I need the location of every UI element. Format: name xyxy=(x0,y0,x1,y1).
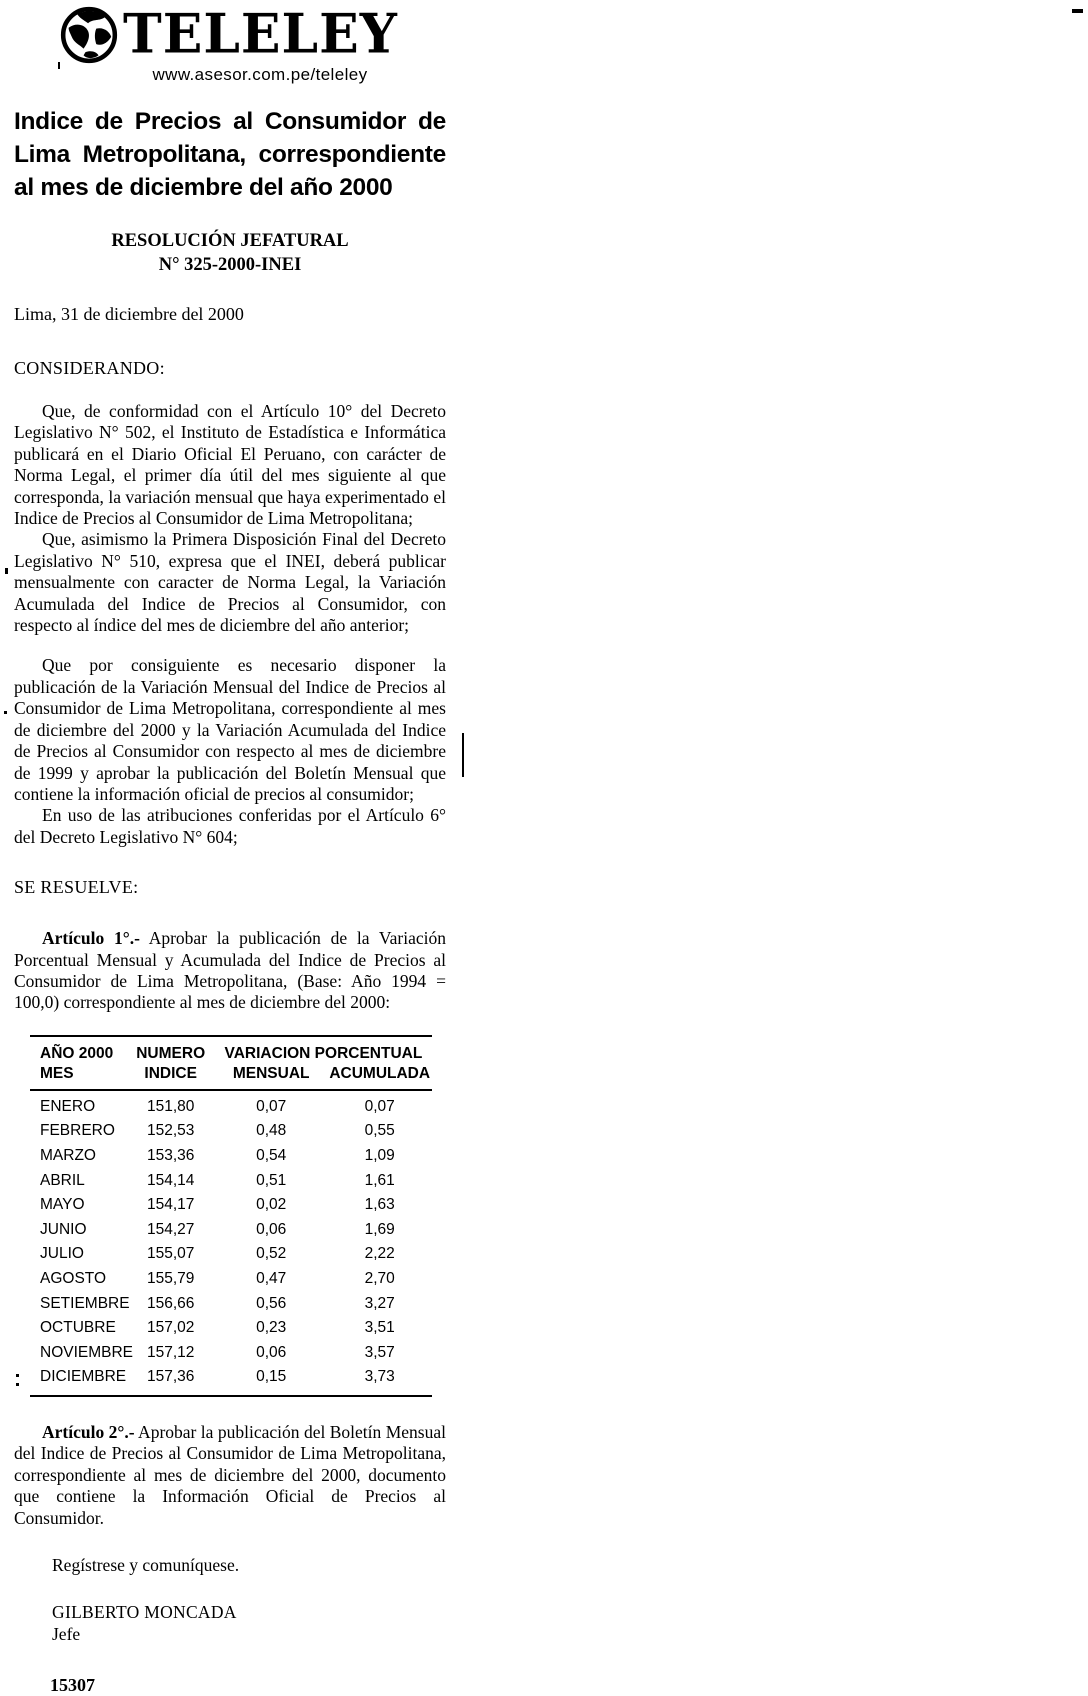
cell-mes: SETIEMBRE xyxy=(40,1294,130,1312)
document-title xyxy=(14,105,446,204)
resolution-number: N° 325-2000-INEI xyxy=(158,255,302,275)
header-numero: NUMERO xyxy=(136,1044,206,1062)
cell-mensual: 0,48 xyxy=(256,1122,287,1140)
cell-mes: DICIEMBRE xyxy=(40,1368,127,1386)
cell-indice: 157,36 xyxy=(146,1368,195,1386)
resolution-heading-line1: RESOLUCIÓN JEFATURAL xyxy=(111,231,349,251)
cell-mensual: 0,07 xyxy=(256,1097,287,1115)
cell-indice: 157,12 xyxy=(146,1343,195,1361)
document-title-line: al mes de diciembre del año 2000 xyxy=(14,174,393,201)
cell-indice: 157,02 xyxy=(146,1319,195,1337)
cell-indice: 151,80 xyxy=(146,1097,195,1115)
article-2-text: Aprobar la publicación del Boletín Mensual del Indice de Precios al Consumidor de Lima Metropolitana, correspondiente al mes de diciembre del 2000, documento que contiene la Información Oficial de Precios al Consumidor. xyxy=(14,1421,446,1528)
cell-mensual: 0,52 xyxy=(256,1245,287,1263)
table-row xyxy=(30,1218,432,1243)
cell-mensual: 0,23 xyxy=(256,1319,287,1337)
table-row xyxy=(30,1242,432,1267)
cell-mensual: 0,56 xyxy=(256,1294,287,1312)
header-mensual: MENSUAL xyxy=(232,1064,310,1082)
cell-mensual: 0,15 xyxy=(256,1368,287,1386)
article-1 xyxy=(14,928,446,1014)
paragraph: Que por consiguiente es necesario disponer la publicación de la Variación Mensual del Indice de Precios al Consumidor de Lima Metropolitana, correspondiente al mes de diciembre del 2000 y la Variación Acumulada del Indice de Precios al Consumidor con respecto al mes de diciembre de 1999 y aprobar la publicación del Boletín Mensual que contiene la información oficial de precios al consumidor; xyxy=(14,655,446,804)
paragraph: En uso de las atribuciones conferidas por el Artículo 6° del Decreto Legislativo N° 604; xyxy=(14,805,446,847)
cell-mensual: 0,54 xyxy=(256,1146,287,1164)
cell-mes: MARZO xyxy=(40,1146,96,1164)
cell-acumulada: 0,55 xyxy=(364,1122,395,1140)
cell-mes: ABRIL xyxy=(40,1171,85,1189)
article-1-text: Aprobar la publicación de la Variación Porcentual Mensual y Acumulada del Indice de Precios al Consumidor de Lima Metropolitana, (Base: Año 1994 = 100,0) correspondiente al mes de diciembre del 2000: xyxy=(14,928,446,1013)
globe-icon xyxy=(60,6,118,64)
header-year: AÑO 2000 xyxy=(40,1044,114,1062)
table-row xyxy=(30,1341,432,1366)
cell-mes: NOVIEMBRE xyxy=(40,1343,134,1361)
table-row xyxy=(30,1119,432,1144)
document-title-line: Indice de Precios al Consumidor de xyxy=(14,108,446,135)
cell-acumulada: 2,22 xyxy=(364,1245,395,1263)
cell-acumulada: 2,70 xyxy=(364,1269,395,1287)
table-row xyxy=(30,1316,432,1341)
cell-mes: OCTUBRE xyxy=(40,1319,116,1337)
cell-indice: 155,79 xyxy=(146,1269,195,1287)
document-number: 15307 xyxy=(50,1674,95,1695)
cell-acumulada: 1,69 xyxy=(364,1220,395,1238)
considering-label: CONSIDERANDO: xyxy=(14,358,165,378)
header-acumulada: ACUMULADA xyxy=(329,1064,431,1082)
cell-acumulada: 1,63 xyxy=(364,1196,395,1214)
resolution-heading xyxy=(14,229,446,277)
cell-mes: JULIO xyxy=(40,1245,84,1263)
ipc-table xyxy=(30,1035,432,1397)
article-2 xyxy=(14,1422,446,1529)
table-row xyxy=(30,1095,432,1120)
ipc-table-header xyxy=(30,1037,432,1091)
signature-title: Jefe xyxy=(52,1623,81,1644)
closing-formula: Regístrese y comuníquese. xyxy=(52,1554,240,1575)
resolve-label: SE RESUELVE: xyxy=(14,877,139,898)
cell-indice: 154,27 xyxy=(146,1220,195,1238)
cell-mes: AGOSTO xyxy=(40,1269,107,1287)
cell-mensual: 0,47 xyxy=(256,1269,287,1287)
cell-acumulada: 0,07 xyxy=(364,1097,395,1115)
ipc-table-body xyxy=(30,1091,432,1395)
paragraph: Que, asimismo la Primera Disposición Final del Decreto Legislativo N° 510, expresa que el INEI, deberá publicar mensualmente con caracter de Norma Legal, la Variación Acumulada del Indice de Precios al Consumidor, con respecto al índice del mes de diciembre del año anterior; xyxy=(14,529,446,636)
scan-artifact xyxy=(5,568,8,574)
article-1-label: Artículo 1°.- xyxy=(42,928,140,949)
teleley-logo xyxy=(60,2,398,85)
cell-indice: 152,53 xyxy=(146,1122,195,1140)
scan-artifact xyxy=(1072,9,1083,13)
cell-indice: 154,17 xyxy=(146,1196,195,1214)
considering-paragraphs xyxy=(14,401,446,636)
cell-acumulada: 3,27 xyxy=(364,1294,395,1312)
considering-paragraphs xyxy=(14,655,446,848)
table-row xyxy=(30,1292,432,1317)
article-2-label: Artículo 2°.- xyxy=(42,1421,135,1442)
cell-indice: 153,36 xyxy=(146,1146,195,1164)
dateline: Lima, 31 de diciembre del 2000 xyxy=(14,304,244,324)
cell-indice: 156,66 xyxy=(146,1294,195,1312)
cell-mensual: 0,06 xyxy=(256,1220,287,1238)
table-row xyxy=(30,1365,432,1390)
cell-mes: FEBRERO xyxy=(40,1122,115,1140)
signature-name: GILBERTO MONCADA xyxy=(52,1601,237,1622)
cell-mes: JUNIO xyxy=(40,1220,87,1238)
website-url: www.asesor.com.pe/teleley xyxy=(152,65,368,84)
header-mes: MES xyxy=(40,1064,74,1082)
cell-indice: 154,14 xyxy=(146,1171,195,1189)
cell-mes: ENERO xyxy=(40,1097,96,1115)
table-row xyxy=(30,1193,432,1218)
cell-acumulada: 3,51 xyxy=(364,1319,395,1337)
paragraph: Que, de conformidad con el Artículo 10° del Decreto Legislativo N° 502, el Instituto de Estadística e Informática publicará en el Diario Oficial El Peruano, con carácter de Norma Legal, el primer día útil del mes siguiente al que corresponda, la variación mensual que haya experimentado el Indice de Precios al Consumidor de Lima Metropolitana; xyxy=(14,401,446,529)
cell-indice: 155,07 xyxy=(146,1245,195,1263)
header-variacion-group: VARIACION PORCENTUAL xyxy=(224,1044,423,1062)
cell-mensual: 0,51 xyxy=(256,1171,287,1189)
table-row xyxy=(30,1267,432,1292)
cell-mensual: 0,02 xyxy=(256,1196,287,1214)
cell-acumulada: 1,09 xyxy=(364,1146,395,1164)
table-row xyxy=(30,1169,432,1194)
cell-mes: MAYO xyxy=(40,1196,85,1214)
document-title-line: Lima Metropolitana, correspondiente xyxy=(14,141,446,168)
table-row xyxy=(30,1144,432,1169)
cell-acumulada: 3,57 xyxy=(364,1343,395,1361)
header-indice: INDICE xyxy=(144,1064,197,1082)
cell-acumulada: 1,61 xyxy=(364,1171,395,1189)
cell-mensual: 0,06 xyxy=(256,1343,287,1361)
scan-artifact xyxy=(4,711,7,714)
scan-artifact xyxy=(462,733,464,777)
logo-text: TELELEY xyxy=(123,2,398,67)
cell-acumulada: 3,73 xyxy=(364,1368,395,1386)
